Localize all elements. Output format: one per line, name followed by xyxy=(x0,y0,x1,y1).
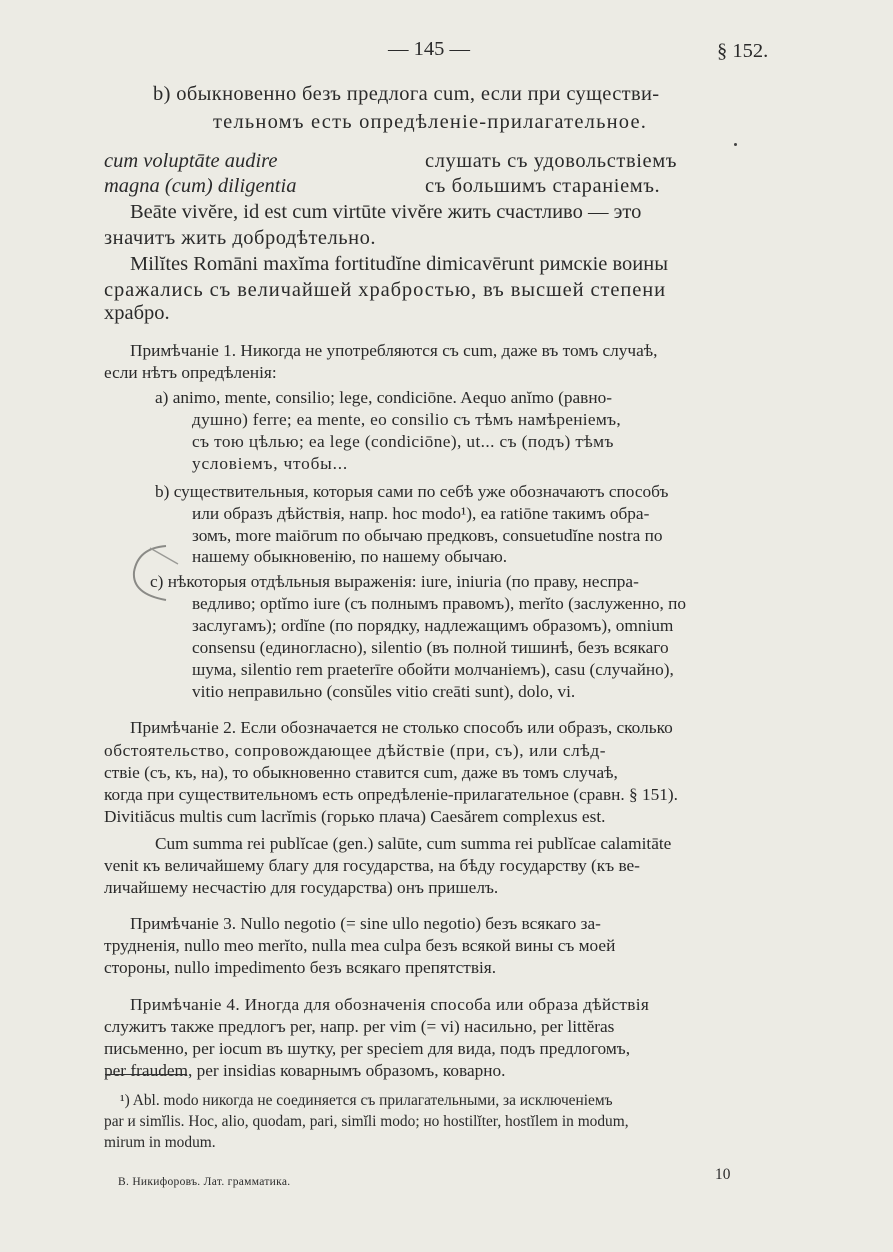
note-2-line-8: личайшему несчастію для государства) онъ пришелъ. xyxy=(104,878,499,897)
footnote-line-1: ¹) Abl. modo никогда не соединяется съ прилагательными, за исключеніемъ xyxy=(120,1092,613,1109)
note-2-line-2: обстоятельство, сопровождающее дѣйствіе (при, съ), или слѣд- xyxy=(104,741,607,760)
example-sentence-5: храбро. xyxy=(104,302,170,324)
note-2-line-7: venit къ величайшему благу для государства, на бѣду государству (къ ве- xyxy=(104,856,640,875)
note-1a-line-3: съ тою цѣлью; ea lege (condiciōne), ut... съ (подъ) тѣмъ xyxy=(192,432,614,451)
example-latin-2: magna (cum) diligentia xyxy=(104,175,297,197)
note-1b-line-4: нашему обыкновенію, по нашему обычаю. xyxy=(192,547,508,566)
note-1a-line-1: a) animo, mente, consilio; lege, condiciōne. Aequo anĭmo (равно- xyxy=(155,388,612,407)
note-1b-line-3: зомъ, more maiōrum по обычаю предковъ, consuetudĭne nostra по xyxy=(192,526,663,545)
note-3-line-2: трудненія, nullo meo merĭto, nulla mea culpa безъ всякой вины съ моей xyxy=(104,936,616,955)
note-2-line-4: когда при существительномъ есть опредѣленіе-прилагательное (сравн. § 151). xyxy=(104,785,678,804)
rule-b-line-2: тельномъ есть опредѣленіе-прилагательное. xyxy=(213,111,648,133)
note-2-line-1: Примѣчаніе 2. Если обозначается не столько способъ или образъ, сколько xyxy=(130,718,673,737)
sheet-number: 10 xyxy=(715,1166,731,1183)
page-number: — 145 — xyxy=(388,38,470,60)
example-russian-1: слушать съ удовольствіемъ xyxy=(425,150,678,172)
note-3-line-3: стороны, nullo impedimento безъ всякаго препятствія. xyxy=(104,958,497,977)
example-sentence-3: Milĭtes Romāni maxĭma fortitudĭne dimicavērunt римскіе воины xyxy=(130,253,669,275)
note-2-line-5: Divitiăcus multis cum lacrĭmis (горько плача) Caesărem complexus est. xyxy=(104,807,606,826)
note-1b-line-1: b) существительныя, которыя сами по себѣ уже обозначаютъ способъ xyxy=(155,482,669,501)
note-4-line-2: служитъ также предлогъ per, напр. per vim (= vi) насильно, per littĕras xyxy=(104,1017,615,1036)
note-4-line-1: Примѣчаніе 4. Иногда для обозначенія способа или образа дѣйствія xyxy=(130,995,650,1014)
note-1c-line-6: vitio неправильно (consŭles vitio creāti sunt), dolo, vi. xyxy=(192,682,576,701)
stray-dot xyxy=(734,143,737,146)
printer-signature: В. Никифоровъ. Лат. грамматика. xyxy=(118,1176,291,1188)
section-number: § 152. xyxy=(717,40,769,62)
example-sentence-2: значитъ жить добродѣтельно. xyxy=(104,227,376,249)
note-1c-line-2: ведливо; optĭmo iure (съ полнымъ правомъ), merĭto (заслуженно, по xyxy=(192,594,687,613)
note-2-line-6: Cum summa rei publĭcae (gen.) salūte, cum summa rei publĭcae calamitāte xyxy=(155,834,672,853)
note-1-line-2: если нѣтъ опредѣленія: xyxy=(104,363,277,382)
footnote-separator xyxy=(105,1074,187,1075)
example-sentence-4: сражались съ величайшей храбростью, въ высшей степени xyxy=(104,279,667,301)
footnote-line-2: par и simĭlis. Hoc, alio, quodam, pari, simĭli modo; но hostilĭter, hostĭlem in modum, xyxy=(104,1113,629,1130)
example-russian-2: съ большимъ стараніемъ. xyxy=(425,175,661,197)
note-1a-line-4: условіемъ, чтобы... xyxy=(192,454,348,473)
note-1c-line-1: c) нѣкоторыя отдѣльныя выраженія: iure, iniuria (по праву, неспра- xyxy=(150,572,639,591)
note-1c-line-3: заслугамъ); ordĭne (по порядку, надлежащимъ образомъ), omnium xyxy=(192,616,674,635)
note-1c-line-5: шума, silentio rem praeterīre обойти молчаніемъ), casu (случайно), xyxy=(192,660,674,679)
rule-b-line-1: b) обыкновенно безъ предлога cum, если при существи- xyxy=(153,83,660,105)
note-1b-line-2: или образъ дѣйствія, напр. hoc modo¹), ea ratiōne такимъ обра- xyxy=(192,504,650,523)
footnote-line-3: mirum in modum. xyxy=(104,1134,216,1151)
example-latin-1: cum voluptāte audire xyxy=(104,150,278,172)
note-4-line-4: per fraudem, per insidias коварнымъ образомъ, коварно. xyxy=(104,1061,506,1080)
note-3-line-1: Примѣчаніе 3. Nullo negotio (= sine ullo negotio) безъ всякаго за- xyxy=(130,914,601,933)
example-sentence-1: Beāte vivĕre, id est cum virtūte vivĕre жить счастливо — это xyxy=(130,201,642,223)
note-1a-line-2: душно) ferre; ea mente, eo consilio съ тѣмъ намѣреніемъ, xyxy=(192,410,621,429)
note-4-line-3: письменно, per iocum въ шутку, per speciem для вида, подъ предлогомъ, xyxy=(104,1039,631,1058)
note-1-line-1: Примѣчаніе 1. Никогда не употребляются съ cum, даже въ томъ случаѣ, xyxy=(130,341,658,360)
note-1c-line-4: consensu (единогласно), silentio (въ полной тишинѣ, безъ всякаго xyxy=(192,638,669,657)
note-2-line-3: ствіе (съ, къ, на), то обыкновенно ставится cum, даже въ томъ случаѣ, xyxy=(104,763,618,782)
